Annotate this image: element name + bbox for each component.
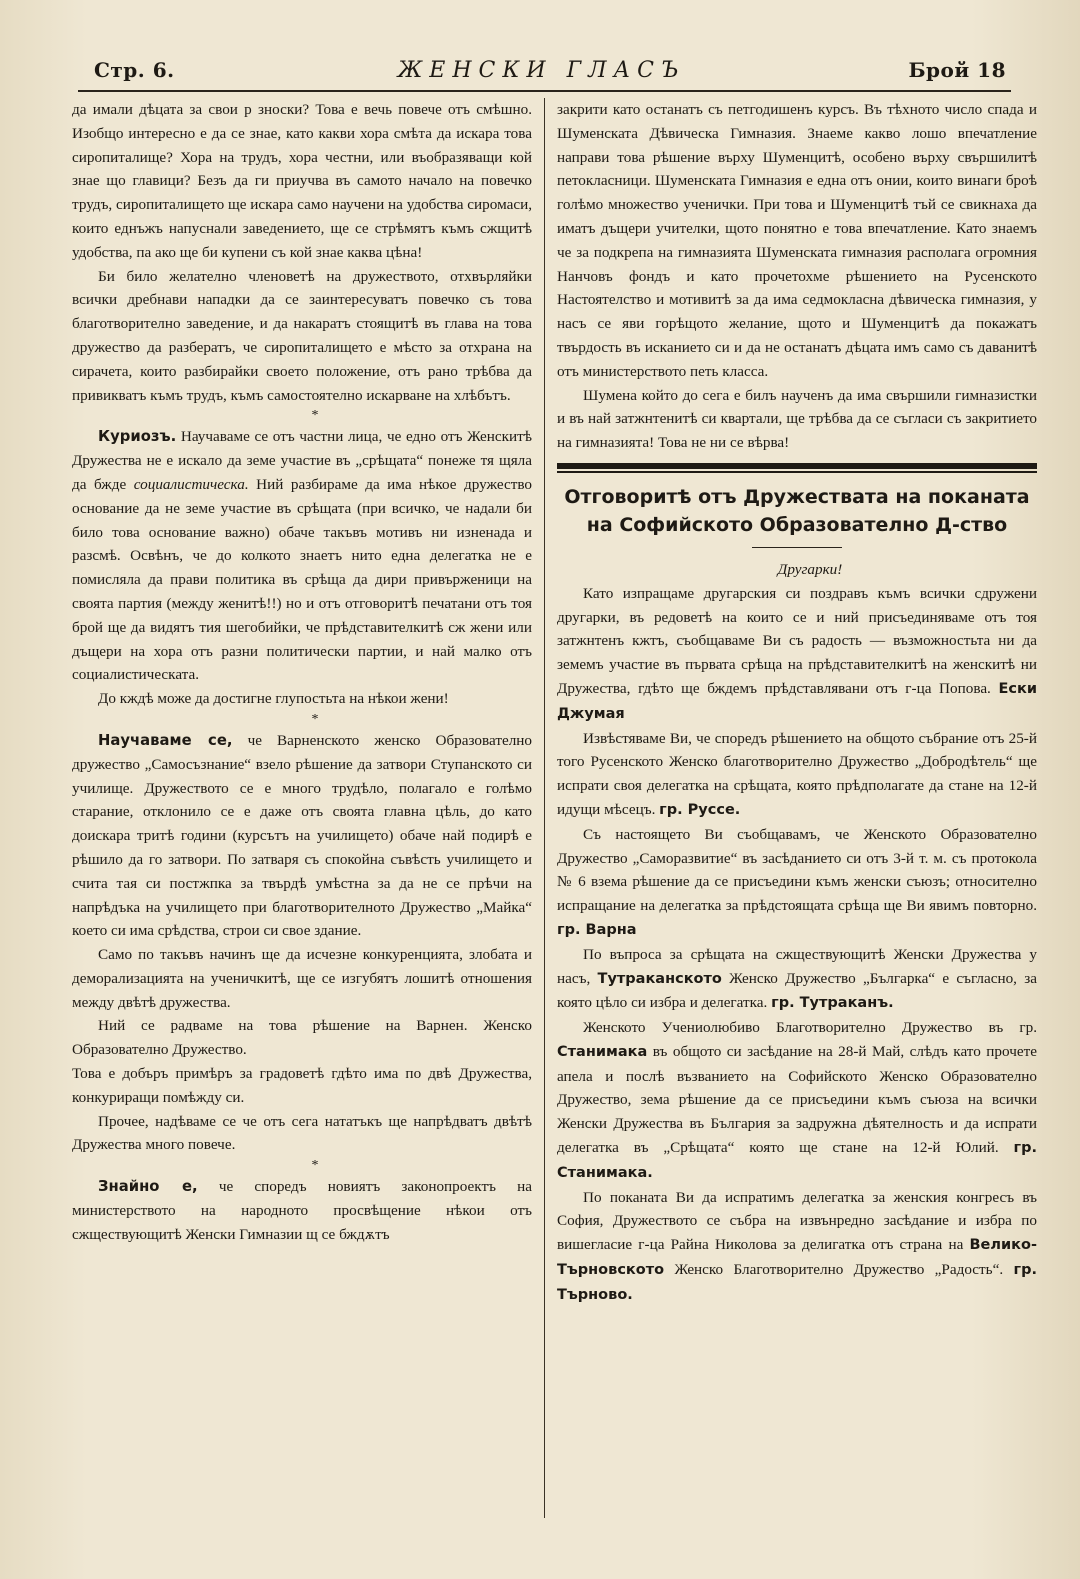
reply-tarnovo	[557, 1186, 1037, 1308]
section-rule-thick	[557, 463, 1037, 469]
paragraph: До кждѣ може да достигне глупостьта на нѣкои жени!	[98, 690, 449, 708]
paragraph: Ний се радваме на това рѣшение на Варнен. Женско Образователно Дружество.	[72, 1017, 532, 1059]
left-column	[72, 98, 532, 1528]
reply-text: въ общото си засѣдание на 28-й Май, слѣдъ като прочете апела и послѣ възванието на Софийското Женско Образователно Дружество, зема рѣшение да се присъедини къмъ съюза на всички Женски Дружества въ България за задружна дѣятелность и да испрати делегатка въ „Срѣщата“ която ще стане на 12-й Юлий.	[557, 1042, 1037, 1157]
reply-tutrakan	[557, 943, 1037, 1016]
article-lead: Куриозъ.	[98, 428, 177, 446]
page-number: Стр. 6.	[94, 58, 175, 82]
reply-eski-djumaya	[557, 582, 1037, 727]
article-text: че Варненското женско Образователно дружество „Самосъзнание“ взело рѣшение да затвори Ступанското си училище. Дружеството се е много трудѣло, полагало е голѣмо старание, отклонило се е даже отъ своята главна цѣль, до като доискара тритѣ години (курсътъ на училището) обаче най подирѣ е рѣшило да го затвори. По затваря съ спокойна съвѣсть училището и счита тая си постжпка за твърдѣ умѣстна за да не се прѣчи на напрѣдъка на училището при благотворителното Дружество „Майка“ което си има срѣдства, строи си свое здание.	[72, 731, 533, 940]
section-heading	[557, 483, 1037, 539]
article-text: Ний разбираме да има нѣкое дружество основание да не земе участие въ срѣщата (при всичко, че надали би било това основание важно) обаче такъвъ мотивъ ни изненада и разсмѣ. Освѣнъ, че до колкото знаетъ нито една делегатка не е помисляла да прави политика въ срѣща да дири привърженици на своята партия (между женитѣ!!) но и отъ отговоритѣ печатани отъ тоя брой ще да видятъ тия шегобийки, че прѣдставителкитѣ сж жени или дъщери на хора отъ разни политически партии, и най малко отъ социалистическата.	[72, 475, 532, 684]
reply-text: По въпроса за срѣщата на сжществующитѣ Женски Дружества у насъ,	[557, 945, 1037, 987]
newspaper-title: ЖЕНСКИ ГЛАСЪ	[397, 57, 686, 83]
society-name: Станимака	[557, 1043, 648, 1060]
society-name: Тутраканското	[597, 970, 722, 987]
column-divider	[544, 98, 545, 1518]
paragraph: Само по такъвъ начинъ ще да исчезне конкуренцията, злобата и деморализацията на ученичкитѣ, ще се изгубятъ лошитѣ отношения между двѣтѣ дружества.	[72, 946, 532, 1011]
section-separator: *	[311, 1158, 319, 1174]
reply-text: Като изпращаме другарския си поздравъ къмъ всички сдружени другарки, въ редоветѣ на които се и ний присъединяваме отъ тоя затжнтенъ кжтъ, съобщаваме Ви съ радость — възможностьта ни да земемъ участие въ първата срѣща на прѣдставителкитѣ на женскитѣ ни Дружества, гдѣто ще бждемъ прѣдставлявани отъ г-ца Попова.	[557, 584, 1037, 697]
reply-city: гр. Тутраканъ.	[771, 995, 894, 1012]
reply-russe	[557, 727, 1037, 823]
italic-word: социалистическа.	[133, 475, 249, 493]
reply-city: гр. Руссе.	[659, 801, 741, 818]
heading-rule	[752, 547, 842, 548]
society-name: Велико-Търновското	[557, 1237, 1037, 1279]
heading-line: на Софийското Образователно Д-ство	[586, 513, 1008, 536]
reply-city: Ески Джумая	[557, 680, 1037, 722]
reply-city: гр. Търново.	[557, 1262, 1037, 1303]
section-separator: *	[311, 711, 319, 727]
paragraph: да имали дѣцата за свои р зноски? Това е вечь повече отъ смѣшно. Изобщо интересно е да се знае, като какви хора смѣта да искара това сиропиталище? Хора на трудъ, хора честни, или въобразяващи кой знае що главици? Безъ да ги приучва въ самото начало на повечко трудъ, сиропиталището ще искара само научени на удобства сиромаси, които еднъжъ напуснали заведението, ще се стрѣмятъ къмъ сжщитѣ удобства, па ако ще би купени съ кой знае каква цѣна!	[72, 101, 532, 261]
reply-text: Съ настоящето Ви съобщавамъ, че Женското Образователно Дружество „Саморазвитие“ въ засѣданието си отъ 3-й т. м. съ протокола № 6 взема рѣшение да се присъедини къмъ женски съюзъ; относително испращание на делегатка за прѣдстоящата срѣща ще Ви явимъ повторно.	[557, 825, 1037, 915]
paragraph: Шумена който до сега е билъ наученъ да има свършили гимназистки и въ най затжнтенитѣ си квартали, ще трѣбва да се съгласи съ закритието на гимназията! Това не ни се вѣрва!	[557, 386, 1037, 452]
article-text: Научаваме се отъ частни лица, че едно отъ Женскитѣ Дружества не е искало да земе участие въ „срѣщата“ понеже тя щяла да бжде	[72, 428, 532, 493]
reply-text: Женско Дружество „Българка“ е съгласно, за която цѣло си избра и делегатка.	[557, 969, 1037, 1012]
znaino-article	[72, 1175, 532, 1246]
section-separator: *	[311, 408, 319, 424]
reply-city: гр. Варна	[557, 921, 637, 938]
page-header	[94, 52, 1006, 88]
reply-text: По поканата Ви да испратимъ делегатка за женския конгресъ въ София, Дружеството се събра на извънредно засѣдание и избра по вишегласие г-ца Райна Николова за делигатка отъ страна на	[557, 1188, 1037, 1254]
reply-city: гр. Станимака.	[557, 1140, 1037, 1181]
paragraph: Прочее, надѣваме се че отъ сега нататъкъ ще напрѣдватъ двѣтѣ Дружества много повече.	[72, 1112, 532, 1154]
right-column	[557, 98, 1037, 1528]
reply-stanimaka	[557, 1016, 1037, 1186]
reply-text: Женското Учениолюбиво Благотворително Дружество въ гр.	[583, 1019, 1037, 1037]
header-rule	[78, 90, 1011, 92]
paragraph: Би било желателно членоветѣ на дружеството, отхвърляйки всички дребнави нападки да се заинтересуватъ повечко съ това благотворително заведение, и да накаратъ стоящитѣ въ глава на това дружество да разбератъ, че сиропиталището е мѣсто за отхрана на сирачета, които разбирайки своето положение, отъ рано трѣбва да привикватъ къмъ трудъ, къмъ самостоятелно искарване на хлѣбътъ.	[72, 267, 532, 404]
article-text: че споредъ новиятъ законопроектъ на министерството на народното просвѣщение нѣкои отъ сжществующитѣ Женски Гимназии щ се бждѫтъ	[72, 1178, 532, 1243]
article-lead: Знайно е,	[98, 1178, 198, 1196]
issue-number: Брой 18	[908, 58, 1006, 82]
paragraph: Това е добъръ примѣръ за градоветѣ гдѣто има по двѣ Дружества, конкуриращи помѣжду си.	[72, 1065, 532, 1106]
reply-varna	[557, 823, 1037, 943]
salutation: Другарки!	[777, 560, 843, 578]
heading-line: Отговоритѣ отъ Дружествата на поканата	[564, 485, 1030, 508]
kurioz-article	[72, 425, 532, 687]
paragraph: закрити като останатъ съ петгодишенъ курсъ. Въ тѣхното число спада и Шуменската Дѣвическа Гимназия. Знаеме какво лошо впечатление направи това рѣшение върху Шуменцитѣ, особено върху свършилитѣ петокласници. Шуменската Гимназия е една отъ онии, които винаги броѣ голѣмо множество ученички. При това и Шуменцитѣ тъй се свикнаха да иматъ дъщери учителки, щото понятно е това впечатление. Като знаемъ че за подкрепа на гимназията Шуменската гимназия располага огромния Нанчовъ фондъ и като прочетохме рѣшението на Русенското Настоятелство и мотивитѣ за да има седмокласна дѣвическа гимназия, у насъ се яви горѣщото желание, щото и Шуменцитѣ да покажатъ твърдость въ исканието си и да не останатъ дѣцата имъ само съ даванитѣ отъ министерството петь класса.	[557, 101, 1037, 380]
varna-article	[72, 729, 532, 943]
reply-text: Извѣстяваме Ви, че споредъ рѣшението на общото събрание отъ 25-й того Русенското Женско благотворително Дружество „Добродѣтель“ ще испрати своя делегатка на срѣщата, която прѣдполагате да стане на 12-й идущи мѣсецъ.	[557, 729, 1037, 818]
section-rule-thin	[557, 471, 1037, 473]
article-lead: Научаваме се,	[98, 731, 233, 749]
reply-text: Женско Благотворително Дружество „Радость“.	[664, 1261, 1014, 1279]
